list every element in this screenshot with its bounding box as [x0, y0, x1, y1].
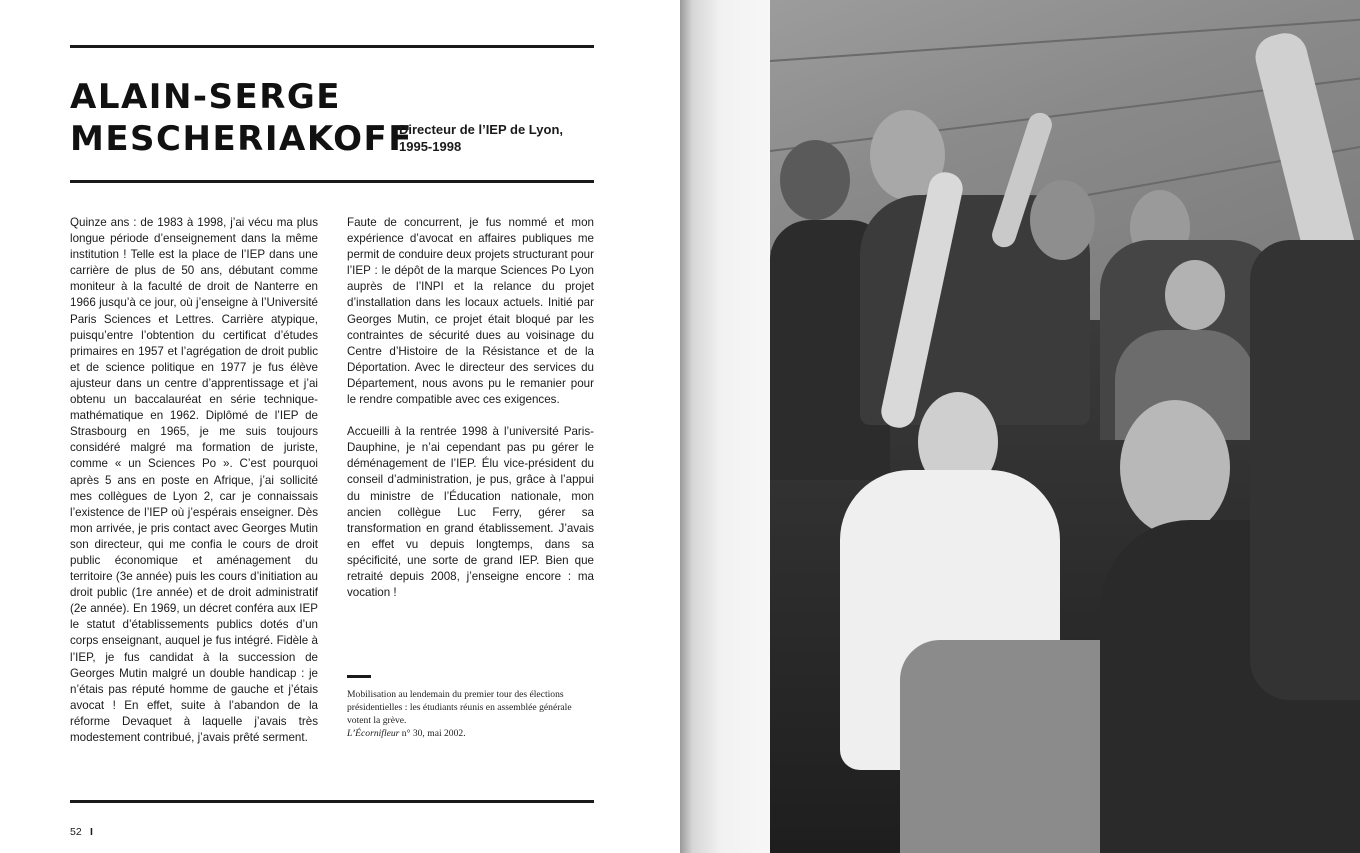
header-rule: [70, 180, 594, 183]
paragraph: Faute de concurrent, je fus nommé et mon expérience d’avocat en affaires publiques me permit de conduire deux projets structurant pour l’IEP : le dépôt de la marque Sciences Po Lyon auprès de l’INPI et la relance du projet d’installation dans les locaux actuels. Initié par Georges Mutin, ce projet était bloqué par les contraintes de sécurité dues au voisinage du Centre d’Histoire de la Résistance et de la Déportation. Avec le directeur des services du Département, nous avons pu le remanier pour le rendre compatible avec ces exigences.: [347, 216, 594, 407]
author-role-title: Directeur de l’IEP de Lyon,: [399, 122, 563, 137]
photo-page: [770, 0, 1360, 853]
author-role-dates: 1995-1998: [399, 139, 462, 154]
author-name-line2: MESCHERIAKOFF: [70, 119, 413, 159]
folio-separator: I: [90, 826, 93, 838]
caption-dash: [347, 675, 371, 678]
photo-student-head: [1120, 400, 1230, 535]
author-name-line1: ALAIN-SERGE: [70, 77, 342, 117]
caption-text: Mobilisation au lendemain du premier tour des élections présidentielles : les étudiants réunis en assemblée générale votent la grève.: [347, 689, 572, 726]
photo-caption: [347, 688, 577, 740]
paragraph: Quinze ans : de 1983 à 1998, j’ai vécu ma plus longue période d’enseignement dans la même institution ! Telle est la place de l’IEP dans une carrière de plus de 50 ans, débutant comme moniteur à la faculté de droit de Nanterre en 1966 jusqu’à ce jour, où j’enseigne à l’Université Paris Sciences et Lettres. Carrière atypique, puisqu’entre l’obtention du certificat d’études primaires en 1957 et l’agrégation de droit public et de science politique en 1977 je fus élève ajusteur dans un centre d’apprentissage et j’ai obtenu un baccalauréat en série technique-mathématique en 1962. Diplômé de l’IEP de Strasbourg en 1965, je me suis toujours considéré malgré ma formation de juriste, comme « un Sciences Po ». C’est pourquoi après 5 ans en poste en Afrique, j’ai sollicité mes collègues de Lyon 2, car je connaissais l’existence de l’IEP où j’espérais enseigner. Dès mon arrivée, je pris contact avec Georges Mutin son directeur, qui me confia le cours de droit public économique et aménagement du territoire (3e année) puis les cours d’initiation au droit public (1re année) et de droit administratif (2e année). En 1969, un décret conféra aux IEP le statut d’établissements publics dotés d’un corps enseignant, auquel je fus intégré. Fidèle à l’IEP, je fus candidat à la succession de Georges Mutin malgré un double handicap : je n’étais pas réputé homme de gauche et j’étais avocat ! En effet, suite à l’abandon de la réforme Devaquet à laquelle j’avais très modestement contribué, j’avais prêté serment.: [70, 216, 318, 744]
photo-student-arm: [1250, 240, 1360, 700]
text-column-1: [70, 215, 318, 746]
top-rule: [70, 45, 594, 48]
book-gutter: [680, 0, 770, 853]
author-name: [70, 76, 413, 160]
footer-rule: [70, 800, 594, 803]
paragraph: Accueilli à la rentrée 1998 à l’université Paris-Dauphine, je n’ai cependant pas pu gérer le déménagement de l’IEP. Élu vice-président du conseil d’administration, je pus, grâce à l’appui du ministre de l’Éducation nationale, mon ancien collègue Luc Ferry, gérer sa transformation en grand établissement. J’avais en effet vu depuis longtemps, dans sa spécificité, une sorte de grand IEP. Bien que retraité depuis 2008, j’enseigne encore : ma vocation !: [347, 425, 594, 600]
author-role: [399, 121, 599, 155]
caption-source-title: L’Écornifleur: [347, 728, 400, 739]
photo-student-head: [1030, 180, 1095, 260]
photo-student-head: [1165, 260, 1225, 330]
text-column-2: [347, 215, 594, 601]
page-number: 52: [70, 826, 82, 838]
photo-student-head: [780, 140, 850, 220]
caption-source-detail: n° 30, mai 2002.: [399, 728, 466, 739]
